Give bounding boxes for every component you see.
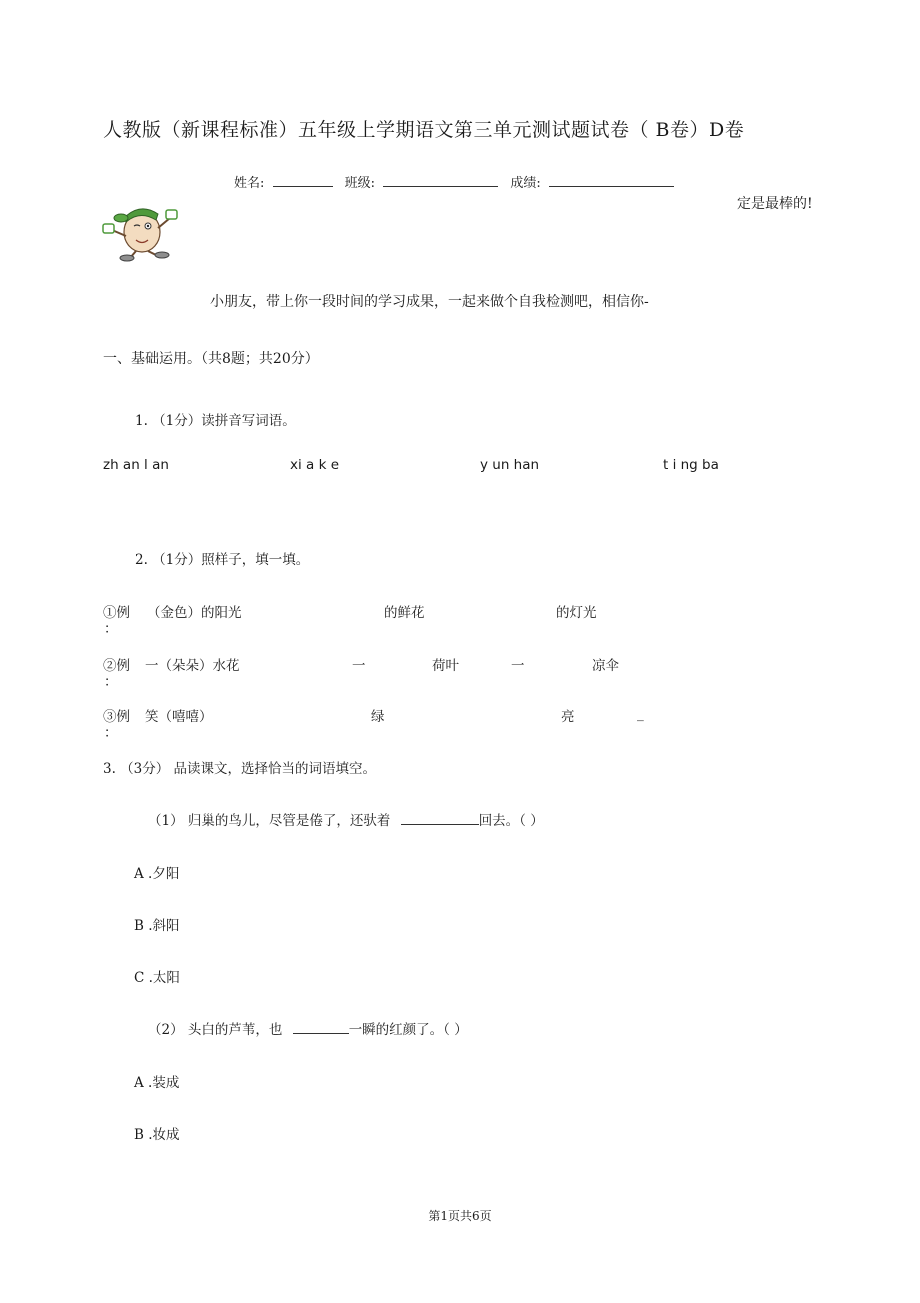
pinyin-3: y un han xyxy=(480,457,540,473)
score-blank xyxy=(549,173,674,187)
example-3-item-b: 绿 xyxy=(371,709,385,725)
option-1c: C .太阳 xyxy=(134,970,180,986)
example-2-sample: 一（朵朵）水花 xyxy=(145,658,240,674)
example-1-item-c: 的灯光 xyxy=(556,605,597,621)
example-2-num: ②例 xyxy=(103,658,130,674)
option-2b: B .妆成 xyxy=(134,1127,180,1143)
mascot-illustration xyxy=(100,196,182,262)
example-3-item-c: 亮 xyxy=(561,709,575,725)
sub-1-blank xyxy=(401,812,479,825)
example-2-prefix-c: 一 xyxy=(511,658,525,674)
example-1-sample: （金色）的阳光 xyxy=(147,605,242,621)
intro-right-text: 定是最棒的! xyxy=(737,196,813,212)
question-2-label: 2. （1分）照样子，填一填。 xyxy=(135,552,310,568)
pinyin-1: zh an l an xyxy=(103,457,169,473)
class-label: 班级: xyxy=(344,176,376,191)
example-1-colon: ： xyxy=(104,621,118,637)
score-label: 成绩: xyxy=(510,176,541,191)
sub-1-stem-start: （1） 归巢的鸟儿，尽管是倦了，还驮着 xyxy=(148,813,391,829)
option-1b: B .斜阳 xyxy=(134,918,180,934)
sub-1-stem-end: 回去。（ ） xyxy=(478,813,544,829)
question-3-label: 3. （3分） 品读课文，选择恰当的词语填空。 xyxy=(103,761,377,777)
sub-2-blank xyxy=(293,1021,349,1034)
example-2-item-b: 荷叶 xyxy=(432,658,459,674)
question-1-label: 1. （1分）读拼音写词语。 xyxy=(135,413,296,429)
question-3-sub-1 xyxy=(148,809,544,829)
question-3-sub-2 xyxy=(148,1018,468,1038)
example-2-item-c: 凉伞 xyxy=(592,658,619,674)
section-heading: 一、基础运用。（共8题；共20分） xyxy=(103,351,319,367)
example-3-num: ③例 xyxy=(103,709,130,725)
example-1-num: ①例 xyxy=(103,605,130,621)
page-footer: 第1页共6页 xyxy=(428,1209,492,1223)
pinyin-2: xi a k e xyxy=(290,457,340,473)
example-2-colon: ： xyxy=(104,674,118,690)
name-blank xyxy=(273,173,333,187)
sub-2-stem-start: （2） 头白的芦苇，也 xyxy=(148,1022,283,1038)
example-3-sample: 笑（嘻嘻） xyxy=(145,709,213,725)
example-2-prefix-b: 一 xyxy=(352,658,366,674)
student-info xyxy=(234,172,674,191)
name-label: 姓名: xyxy=(234,176,265,191)
pinyin-4: t i ng ba xyxy=(663,457,719,473)
example-3-colon: ： xyxy=(104,725,118,741)
example-3-blank-mark: _ xyxy=(637,706,644,722)
class-blank xyxy=(383,173,498,187)
intro-text: 小朋友，带上你一段时间的学习成果，一起来做个自我检测吧，相信你- xyxy=(210,294,649,310)
sub-2-stem-end: 一瞬的红颜了。（ ） xyxy=(348,1022,468,1038)
page-title: 人教版（新课程标准）五年级上学期语文第三单元测试题试卷（ B卷）D卷 xyxy=(103,119,745,141)
option-1a: A .夕阳 xyxy=(134,866,180,882)
example-1-item-b: 的鲜花 xyxy=(384,605,425,621)
option-2a: A .装成 xyxy=(134,1075,180,1091)
